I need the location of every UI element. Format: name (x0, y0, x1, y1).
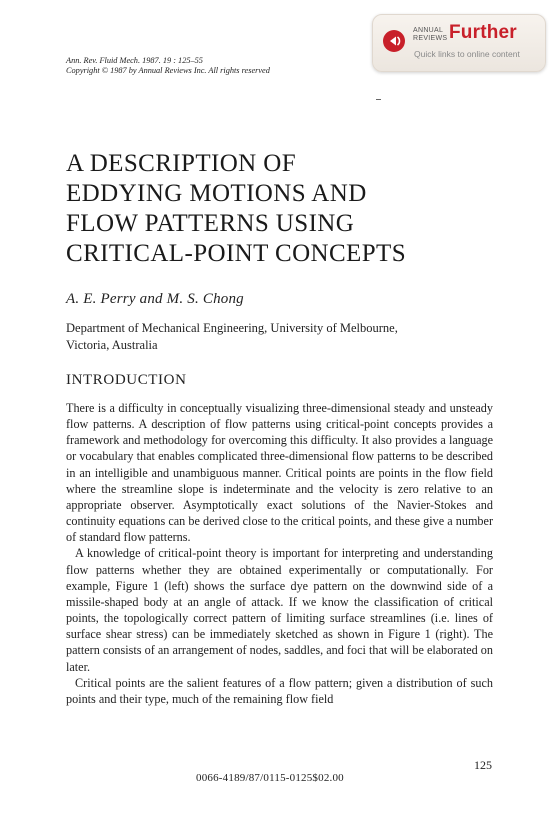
paragraph: Critical points are the salient features of a flow pattern; given a distribution of such points and their type, much of the remaining flow field (66, 675, 493, 706)
badge-subtitle: Quick links to online content (414, 49, 520, 59)
article-title (66, 149, 506, 269)
badge-further-label: Further (449, 22, 517, 43)
citation-line: Ann. Rev. Fluid Mech. 1987. 19 : 125–55 (66, 56, 203, 65)
page-number: 125 (474, 758, 492, 772)
scan-mark (376, 99, 381, 100)
annual-reviews-further-badge[interactable] (372, 14, 546, 72)
badge-publisher-label: ANNUAL REVIEWS (413, 27, 448, 42)
play-circle-icon (383, 30, 405, 52)
article-authors: A. E. Perry and M. S. Chong (66, 291, 244, 307)
section-heading: INTRODUCTION (66, 372, 187, 388)
title-line: EDDYING MOTIONS AND (66, 180, 367, 207)
copyright-line: Copyright © 1987 by Annual Reviews Inc. All rights reserved (66, 66, 270, 75)
author-affiliation: Department of Mechanical Engineering, University of Melbourne, Victoria, Australia (66, 321, 398, 352)
article-body (66, 400, 493, 707)
title-line: FLOW PATTERNS USING (66, 210, 355, 237)
title-line: A DESCRIPTION OF (66, 150, 297, 177)
journal-citation (66, 56, 270, 76)
paragraph: A knowledge of critical-point theory is important for interpreting and understanding flow patterns whether they are obtained experimentally or computationally. For example, Figure 1 (left) shows the surface dye pattern on the downwind side of a missile-shaped body at an angle of attack. If we know the classification of critical points, the topologically correct pattern of limiting surface streamlines (i.e. lines of surface shear stress) can be immediately sketched as shown in Figure 1 (right). The pattern consists of an arrangement of nodes, saddles, and foci that will be elaborated on later. (66, 546, 493, 674)
fee-code: 0066-4189/87/0115-0125$02.00 (196, 772, 344, 784)
paragraph: There is a difficulty in conceptually visualizing three-dimensional steady and unsteady flow patterns. A description of flow patterns using critical-point concepts provides a framework and methodology for overcoming this difficulty. It also provides a language or vocabulary that enables complicated three-dimensional flow patterns to be described in an intelligible and unambiguous manner. Critical points are points in the flow field where the streamline slope is indeterminate and the velocity is zero relative to an appropriate observer. Asymptotically exact solutions of the Navier-Stokes and continuity equations can be derived close to the critical points, and these give a number of standard flow patterns. (66, 401, 493, 545)
title-line: CRITICAL-POINT CONCEPTS (66, 240, 407, 267)
